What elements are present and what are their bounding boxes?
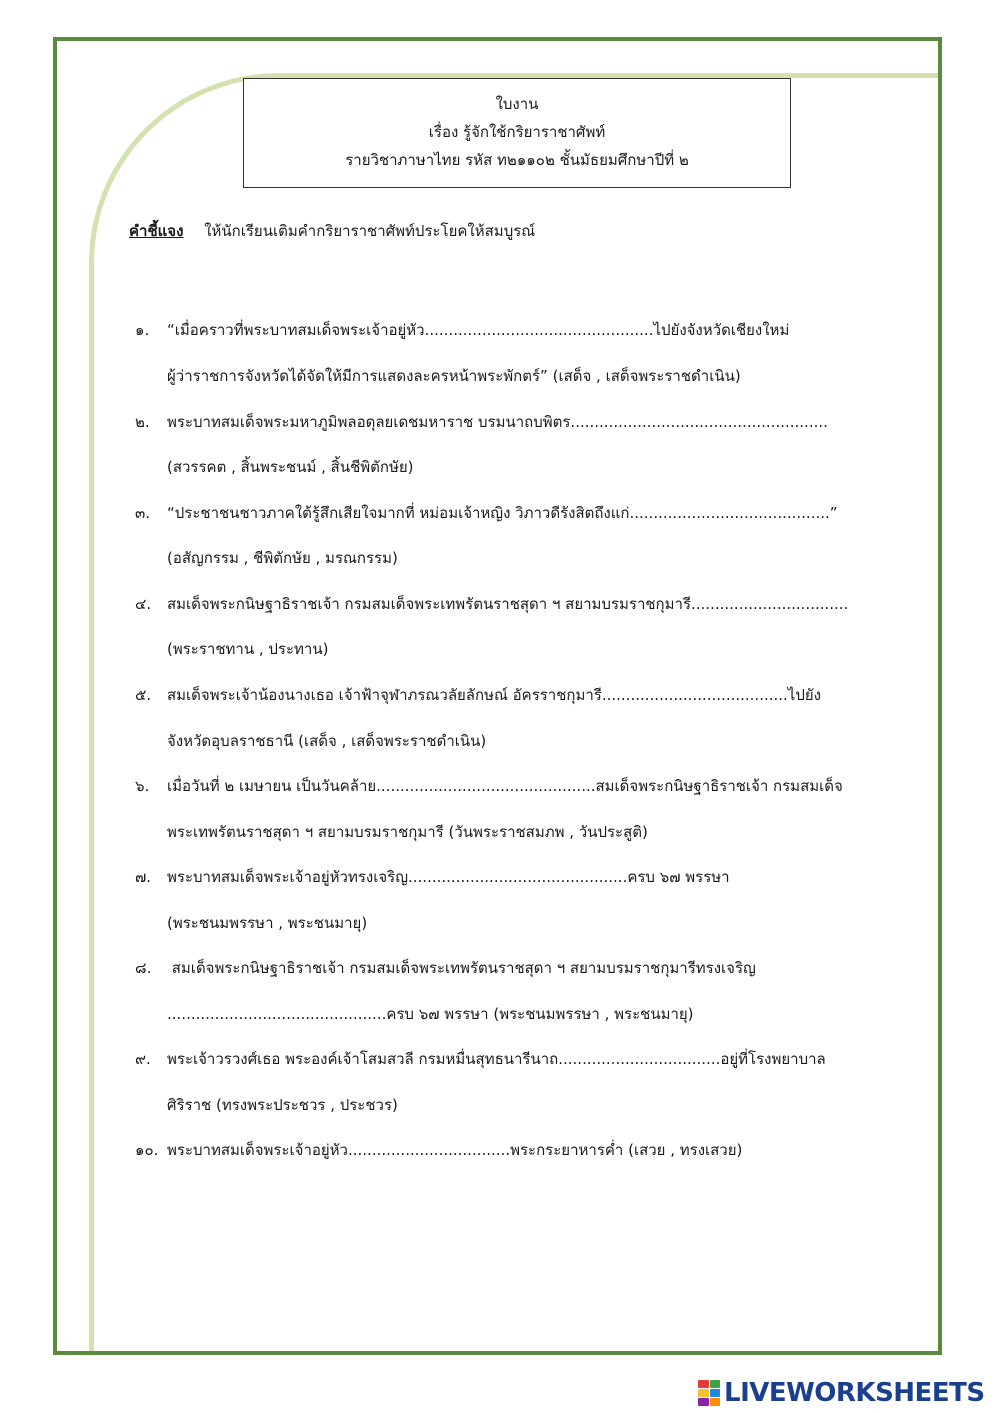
liveworksheets-branding[interactable]	[698, 1376, 996, 1410]
question-line	[135, 455, 414, 479]
question-text: สมเด็จพระกนิษฐาธิราชเจ้า กรมสมเด็จพระเทพรัตนราชสุดา ฯ สยามบรมราชกุมารี.................................	[167, 595, 849, 613]
question-line	[135, 683, 821, 707]
question-number: ๗.	[135, 868, 152, 886]
question-number: ๑๐.	[135, 1141, 159, 1159]
question-text: จังหวัดอุบลราชธานี (เสด็จ , เสด็จพระราชดำเนิน)	[167, 732, 487, 750]
question-number: ๙.	[135, 1050, 151, 1068]
question-text: “เมื่อคราวที่พระบาทสมเด็จพระเจ้าอยู่หัว................................................ไปยังจังหวัดเชียงใหม่	[167, 321, 790, 339]
question-text: พระบาทสมเด็จพระเจ้าอยู่หัวทรงเจริญ..............................................ครบ ๖๗ พรรษา	[167, 868, 730, 886]
question-number: ๕.	[135, 686, 152, 704]
header-course: รายวิชาภาษาไทย รหัส ท๒๑๑๐๒ ชั้นมัธยมศึกษาปีที่ ๒	[345, 151, 689, 169]
instruction	[129, 219, 535, 243]
question-line	[135, 501, 838, 525]
brand-name: LIVEWORKSHEETS	[724, 1378, 985, 1408]
question-text: ..............................................ครบ ๖๗ พรรษา (พระชนมพรรษา , พระชนมายุ)	[167, 1005, 694, 1023]
question-text: ผู้ว่าราชการจังหวัดได้จัดให้มีการแสดงละครหน้าพระพักตร์” (เสด็จ , เสด็จพระราชดำเนิน)	[167, 367, 741, 385]
header-subject: เรื่อง รู้จักใช้กริยาราชาศัพท์	[428, 123, 606, 141]
question-line	[135, 318, 789, 342]
question-number: ๒.	[135, 413, 150, 431]
question-text: (อสัญกรรม , ชีพิตักษัย , มรณกรรม)	[167, 549, 398, 567]
question-line	[135, 410, 828, 434]
worksheet-frame	[53, 37, 942, 1355]
header-title: ใบงาน	[495, 95, 539, 113]
question-line	[135, 774, 843, 798]
question-line	[135, 546, 398, 570]
worksheet-header	[243, 78, 791, 188]
question-number: ๔.	[135, 595, 152, 613]
question-number: ๓.	[135, 504, 151, 522]
question-text: พระเจ้าวรวงศ์เธอ พระองค์เจ้าโสมสวลี กรมหมื่นสุทธนารีนาถ..................................อยู่ที่โรงพยาบาล	[167, 1050, 826, 1068]
question-line	[135, 592, 848, 616]
question-line	[135, 911, 367, 935]
decorative-arc	[89, 73, 942, 1355]
question-number: ๑.	[135, 321, 150, 339]
question-text: ศิริราช (ทรงพระประชวร , ประชวร)	[167, 1096, 398, 1114]
question-line	[135, 1093, 398, 1117]
question-line	[135, 956, 756, 980]
question-line	[135, 865, 730, 889]
question-line	[135, 1047, 826, 1071]
question-line	[135, 637, 328, 661]
question-line	[135, 820, 648, 844]
question-text: พระบาทสมเด็จพระมหาภูมิพลอดุลยเดชมหาราช บรมนาถบพิตร......................................................	[167, 413, 828, 431]
question-number: ๖.	[135, 777, 150, 795]
question-text: (พระราชทาน , ประทาน)	[167, 640, 329, 658]
question-line	[135, 729, 486, 753]
question-text: พระบาทสมเด็จพระเจ้าอยู่หัว..................................พระกระยาหารค่ำ (เสวย , ทรงเสวย)	[167, 1141, 743, 1159]
question-text: (พระชนมพรรษา , พระชนมายุ)	[167, 914, 368, 932]
question-text: “ประชาชนชาวภาคใต้รู้สึกเสียใจมากที่ หม่อมเจ้าหญิง วิภาวดีรังสิตถึงแก่..........................................”	[167, 504, 838, 522]
question-text: พระเทพรัตนราชสุดา ฯ สยามบรมราชกุมารี (วันพระราชสมภพ , วันประสูติ)	[167, 823, 648, 841]
question-text: สมเด็จพระกนิษฐาธิราชเจ้า กรมสมเด็จพระเทพรัตนราชสุดา ฯ สยามบรมราชกุมารีทรงเจริญ	[167, 959, 756, 977]
instruction-text: ให้นักเรียนเติมคำกริยาราชาศัพท์ประโยคให้สมบูรณ์	[204, 222, 536, 240]
instruction-label: คำชี้แจง	[129, 222, 184, 240]
question-text: สมเด็จพระเจ้าน้องนางเธอ เจ้าฟ้าจุฬาภรณวลัยลักษณ์ อัครราชกุมารี.......................................ไปยัง	[167, 686, 821, 704]
liveworksheets-logo-icon	[698, 1380, 720, 1406]
question-line	[135, 364, 741, 388]
question-line	[135, 1002, 694, 1026]
question-line	[135, 1138, 742, 1162]
question-text: เมื่อวันที่ ๒ เมษายน เป็นวันคล้าย..............................................สมเด็จพระกนิษฐาธิราชเจ้า กรมสมเด็จ	[167, 777, 843, 795]
question-text: (สวรรคต , สิ้นพระชนม์ , สิ้นชีพิตักษัย)	[167, 458, 414, 476]
question-number: ๘.	[135, 959, 152, 977]
